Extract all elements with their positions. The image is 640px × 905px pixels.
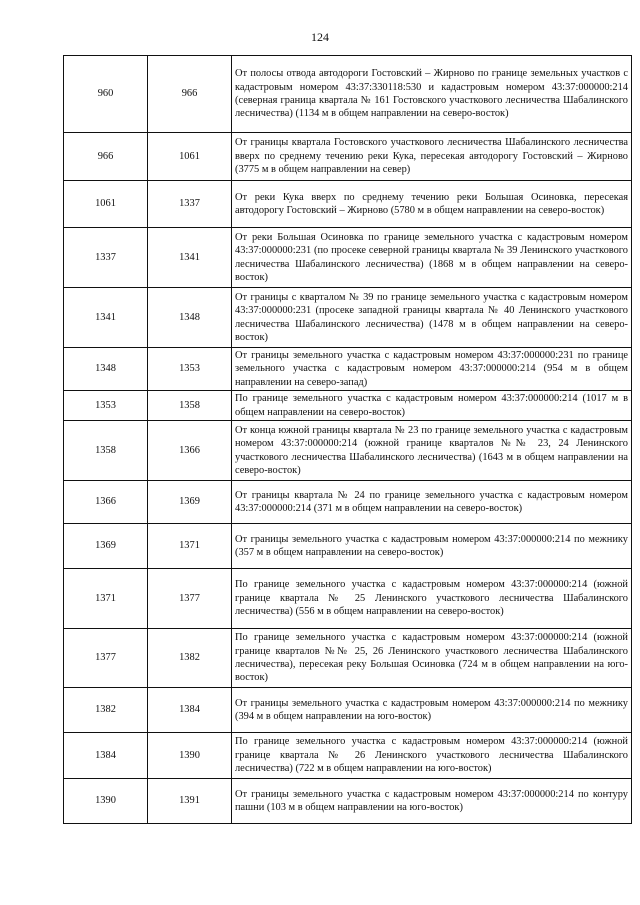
- segment-description: От реки Кука вверх по среднему течению реки Большая Осиновка, пересекая автодорогу Гостовский – Жирново (5780 м в общем направлении на северо-восток): [232, 181, 632, 228]
- table-row: [64, 228, 632, 288]
- table-row: [64, 779, 632, 824]
- point-to: 1061: [148, 133, 232, 181]
- point-from: 1382: [64, 688, 148, 733]
- table-row: [64, 688, 632, 733]
- segment-description: От границы земельного участка с кадастровым номером 43:37:000000:214 по контуру пашни (103 м в общем направлении на юго-восток): [232, 779, 632, 824]
- point-from: 1358: [64, 421, 148, 481]
- point-from: 960: [64, 56, 148, 133]
- point-to: 1358: [148, 391, 232, 421]
- segment-description: От границы земельного участка с кадастровым номером 43:37:000000:231 по границе земельного участка с кадастровым номером 43:37:000000:214 (954 м в общем направлении на северо-запад): [232, 348, 632, 391]
- point-from: 966: [64, 133, 148, 181]
- segment-description: По границе земельного участка с кадастровым номером 43:37:000000:214 (южной границе квартала № 25 Ленинского участкового лесничества Шабалинского лесничества) (556 м в общем направлении на северо-восток): [232, 569, 632, 629]
- segment-description: От границы квартала Гостовского участкового лесничества Шабалинского лесничества вверх по среднему течению реки Кука, пересекая автодорогу Гостовский – Жирново (3775 м в общем направлении на север): [232, 133, 632, 181]
- point-to: 1366: [148, 421, 232, 481]
- point-to: 1391: [148, 779, 232, 824]
- segment-description: От границы земельного участка с кадастровым номером 43:37:000000:214 по межнику (357 м в общем направлении на северо-восток): [232, 524, 632, 569]
- point-from: 1377: [64, 629, 148, 688]
- segment-description: От полосы отвода автодороги Гостовский – Жирново по границе земельных участков с кадастровым номером 43:37:330118:530 и кадастровым номером 43:37:000000:214 (северная граница квартала № 161 Гостовского участкового лесничества Шабалинского лесничества) (1134 м в общем направлении на северо-восток): [232, 56, 632, 133]
- point-from: 1366: [64, 481, 148, 524]
- table-row: [64, 133, 632, 181]
- table-row: [64, 733, 632, 779]
- point-to: 1384: [148, 688, 232, 733]
- point-from: 1337: [64, 228, 148, 288]
- point-to: 1353: [148, 348, 232, 391]
- table-row: [64, 524, 632, 569]
- point-from: 1384: [64, 733, 148, 779]
- boundary-description-table: [63, 55, 632, 824]
- segment-description: По границе земельного участка с кадастровым номером 43:37:000000:214 (южной границе квартала № 26 Ленинского участкового лесничества Шабалинского лесничества) (722 м в общем направлении на юго-восток): [232, 733, 632, 779]
- point-from: 1371: [64, 569, 148, 629]
- point-to: 1390: [148, 733, 232, 779]
- segment-description: От границы квартала № 24 по границе земельного участка с кадастровым номером 43:37:000000:214 (371 м в общем направлении на северо-восток): [232, 481, 632, 524]
- point-to: 966: [148, 56, 232, 133]
- table-body: [64, 56, 632, 824]
- point-to: 1382: [148, 629, 232, 688]
- point-to: 1369: [148, 481, 232, 524]
- segment-description: От границы с кварталом № 39 по границе земельного участка с кадастровым номером 43:37:000000:231 (просеке западной границы квартала № 40 Ленинского участкового лесничества Шабалинского лесничества) (1478 м в общем направлении на северо-восток): [232, 288, 632, 348]
- point-from: 1353: [64, 391, 148, 421]
- segment-description: От границы земельного участка с кадастровым номером 43:37:000000:214 по межнику (394 м в общем направлении на юго-восток): [232, 688, 632, 733]
- segment-description: По границе земельного участка с кадастровым номером 43:37:000000:214 (южной границе кварталов №№ 25, 26 Ленинского участкового лесничества Шабалинского лесничества), пересекая реку Большая Осиновка (724 м в общем направлении на юго-восток): [232, 629, 632, 688]
- table-row: [64, 56, 632, 133]
- table-row: [64, 348, 632, 391]
- table-row: [64, 569, 632, 629]
- page-number: 124: [311, 30, 329, 44]
- point-to: 1341: [148, 228, 232, 288]
- table-row: [64, 421, 632, 481]
- point-to: 1371: [148, 524, 232, 569]
- table-row: [64, 391, 632, 421]
- point-to: 1348: [148, 288, 232, 348]
- segment-description: От конца южной границы квартала № 23 по границе земельного участка с кадастровым номером 43:37:000000:214 (южной границе кварталов №№ 23, 24 Ленинского участкового лесничества Шабалинского лесничества) (1643 м в общем направлении на северо-восток): [232, 421, 632, 481]
- table-row: [64, 288, 632, 348]
- point-from: 1369: [64, 524, 148, 569]
- point-to: 1377: [148, 569, 232, 629]
- table-row: [64, 629, 632, 688]
- point-from: 1348: [64, 348, 148, 391]
- segment-description: От реки Большая Осиновка по границе земельного участка с кадастровым номером 43:37:000000:231 (по просеке северной границы квартала № 39 Ленинского участкового лесничества Шабалинского лесничества) (1868 м в общем направлении на северо-восток): [232, 228, 632, 288]
- table-row: [64, 181, 632, 228]
- point-from: 1061: [64, 181, 148, 228]
- point-from: 1390: [64, 779, 148, 824]
- table-row: [64, 481, 632, 524]
- point-to: 1337: [148, 181, 232, 228]
- segment-description: По границе земельного участка с кадастровым номером 43:37:000000:214 (1017 м в общем направлении на северо-восток): [232, 391, 632, 421]
- point-from: 1341: [64, 288, 148, 348]
